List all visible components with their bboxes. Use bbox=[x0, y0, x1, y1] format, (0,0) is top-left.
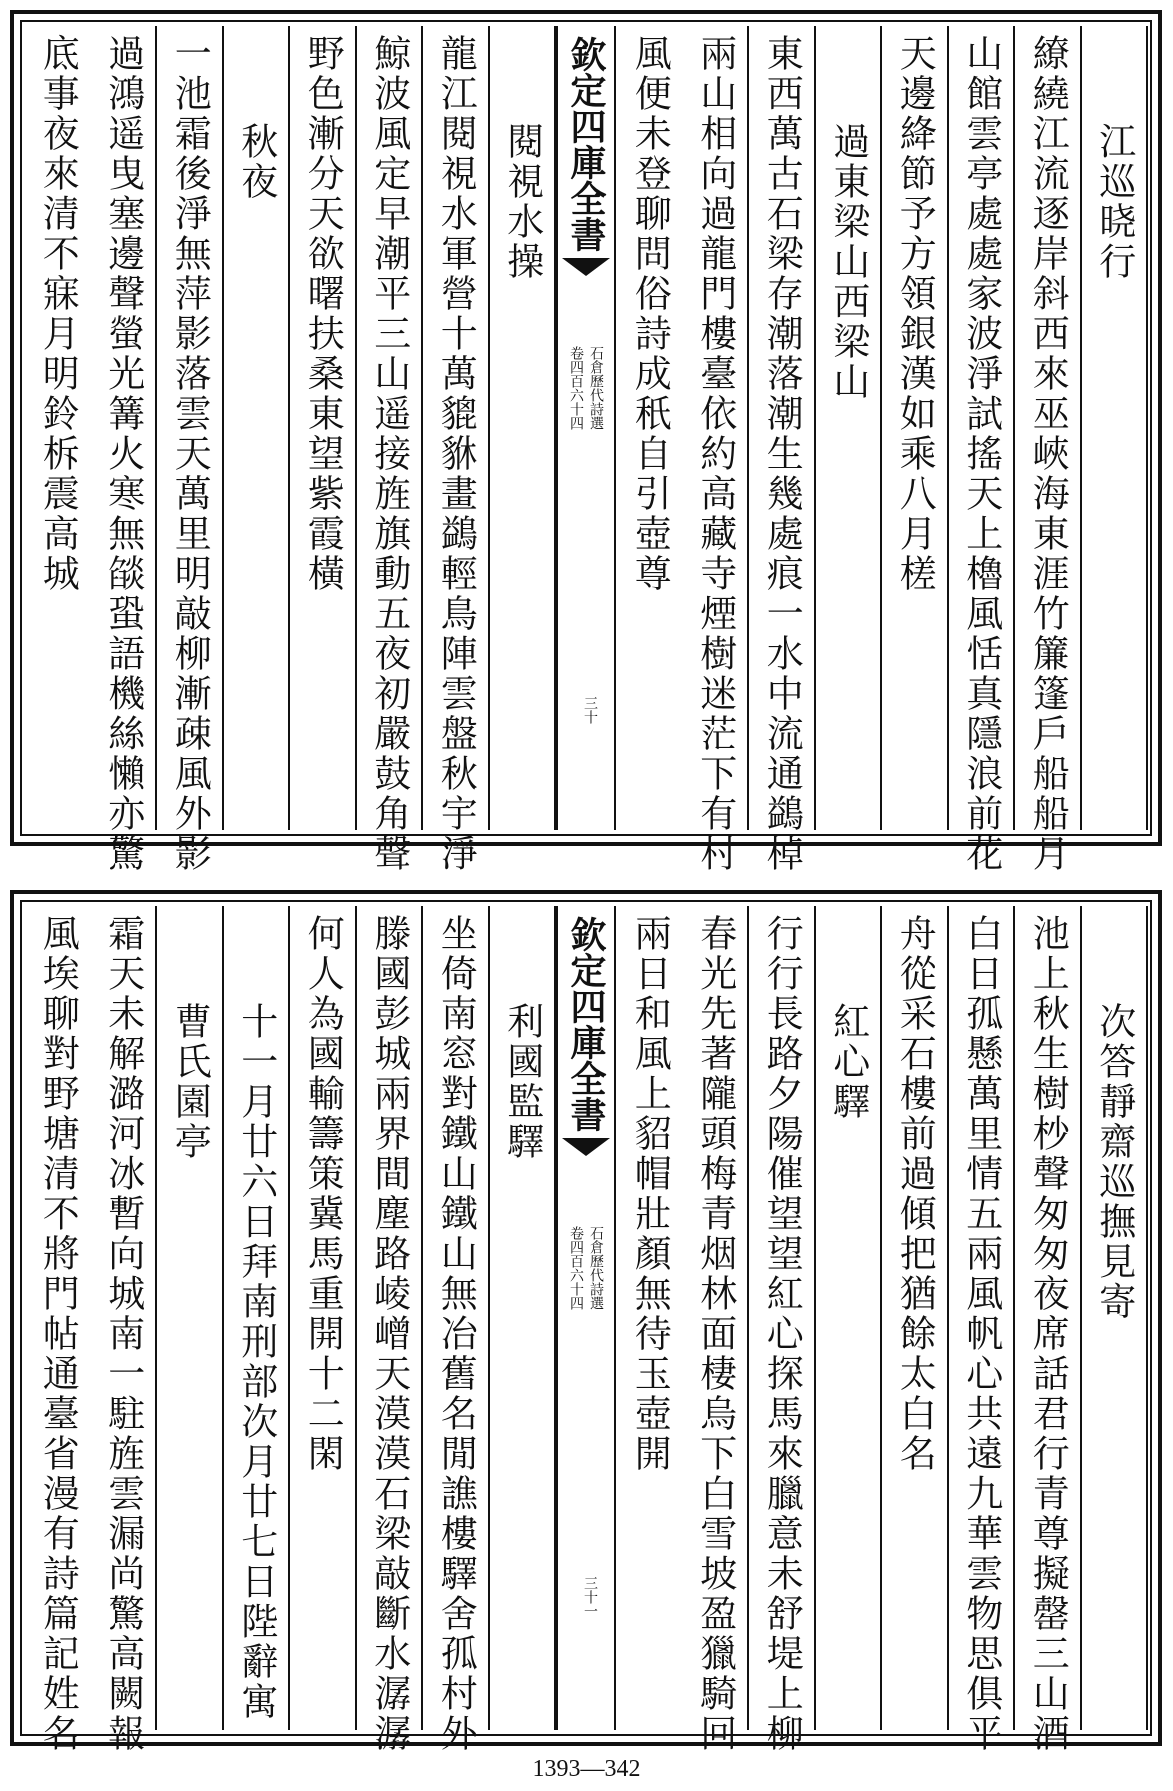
poem-line: 過鴻遥曳塞邊聲螢光篝火寒無燄蛩語機絲懶亦驚 bbox=[101, 34, 145, 874]
poem-line: 東西萬古石梁存潮落潮生幾處痕一水中流通鷁棹 bbox=[760, 34, 804, 874]
spine-book-title: 欽定四庫全書 bbox=[565, 916, 607, 1132]
poem-text-column bbox=[24, 26, 91, 830]
poem-title: 秋夜 bbox=[234, 122, 278, 202]
poem-title-column bbox=[224, 26, 291, 830]
poem-title-column bbox=[816, 26, 883, 830]
poem-text-column bbox=[423, 906, 490, 1754]
poem-line: 霜天未解潞河冰暫向城南一駐旌雲漏尚驚高闕報 bbox=[101, 914, 145, 1754]
poem-line: 行行長路夕陽催望望紅心探馬來臘意未舒堤上柳 bbox=[760, 914, 804, 1754]
poem-text-column bbox=[683, 26, 750, 874]
poem-text-column bbox=[357, 26, 424, 874]
poem-title: 紅心驛 bbox=[826, 1002, 870, 1122]
fishtail-spine bbox=[556, 26, 616, 830]
poem-text-column bbox=[1015, 906, 1082, 1754]
poem-title-column bbox=[816, 906, 883, 1730]
poem-text-column bbox=[949, 26, 1016, 874]
spine-volume: 卷四百六十四 bbox=[568, 346, 584, 430]
poem-title-column bbox=[1082, 26, 1149, 830]
poem-line: 何人為國輸籌策冀馬重開十二閑 bbox=[301, 914, 345, 1474]
poem-text-column bbox=[1015, 26, 1082, 874]
poem-line: 坐倚南窓對鐵山鐵山無冶舊名閒譙樓驛舍孤村外 bbox=[434, 914, 478, 1754]
poem-text-column bbox=[949, 906, 1016, 1754]
poem-line: 兩日和風上貂帽壯顏無待玉壺開 bbox=[628, 914, 672, 1474]
poem-text-column bbox=[24, 906, 91, 1754]
poem-line: 山館雲亭處處家波淨試搖天上櫓風恬真隱浪前花 bbox=[959, 34, 1003, 874]
poem-text-column bbox=[749, 26, 816, 874]
spine-series-title: 石倉歷代詩選 bbox=[588, 346, 604, 430]
poem-title-column bbox=[157, 906, 224, 1730]
poem-line: 風埃聊對野塘清不將門帖通臺省漫有詩篇記姓名 bbox=[36, 914, 80, 1754]
poem-line: 滕國彭城兩界間塵路崚嶒天漠漠石梁敲斷水潺潺 bbox=[367, 914, 411, 1754]
page-number-footer: 1393—342 bbox=[532, 1756, 641, 1782]
spine-volume: 卷四百六十四 bbox=[568, 1226, 584, 1310]
poem-text-column bbox=[290, 906, 357, 1730]
poem-title: 十一月廿六日拜南刑部次月廿七日陛辭寓 bbox=[234, 1002, 278, 1722]
poem-title-column bbox=[224, 906, 291, 1730]
poem-title: 利國監驛 bbox=[500, 1002, 544, 1162]
poem-title: 次答靜齋巡撫見寄 bbox=[1092, 1002, 1136, 1322]
poem-text-column bbox=[91, 26, 158, 874]
poem-text-column bbox=[357, 906, 424, 1754]
poem-line: 白日孤懸萬里情五兩風帆心共遠九華雲物思俱平 bbox=[959, 914, 1003, 1754]
poem-text-column bbox=[882, 906, 949, 1730]
fishtail-mark bbox=[562, 258, 610, 276]
poem-line: 野色漸分天欲曙扶桑東望紫霞橫 bbox=[301, 34, 345, 594]
poem-text-column bbox=[290, 26, 357, 830]
poem-text-column bbox=[683, 906, 750, 1754]
spine-page-number: 三十 bbox=[582, 696, 598, 724]
poem-line: 龍江閱視水軍營十萬貔貅畫鷁輕鳥陣雲盤秋宇淨 bbox=[434, 34, 478, 874]
poem-line: 池上秋生樹杪聲匆匆夜席話君行青尊擬罄三山酒 bbox=[1026, 914, 1070, 1754]
fishtail-mark bbox=[562, 1138, 610, 1156]
bottom-page bbox=[10, 890, 1162, 1754]
poem-line: 一池霜後淨無萍影落雲天萬里明敲柳漸疎風外影 bbox=[168, 34, 212, 874]
poem-line: 天邊絳節予方領銀漢如乘八月槎 bbox=[893, 34, 937, 594]
poem-title: 閱視水操 bbox=[500, 122, 544, 282]
poem-line: 春光先著隴頭梅青烟林面棲烏下白雪坡盈獵騎回 bbox=[693, 914, 737, 1754]
poem-title: 江巡晓行 bbox=[1092, 122, 1136, 282]
poem-title: 曹氏園亭 bbox=[168, 1002, 212, 1162]
poem-line: 鯨波風定早潮平三山遥接旌旗動五夜初嚴鼓角聲 bbox=[367, 34, 411, 874]
poem-text-column bbox=[882, 26, 949, 830]
poem-line: 舟從采石樓前過傾把猶餘太白名 bbox=[893, 914, 937, 1474]
top-page bbox=[10, 10, 1162, 874]
poem-title-column bbox=[1082, 906, 1149, 1730]
spine-book-title: 欽定四庫全書 bbox=[565, 36, 607, 252]
poem-text-column bbox=[423, 26, 490, 874]
poem-text-column bbox=[616, 26, 683, 830]
poem-title: 過東梁山西梁山 bbox=[826, 122, 870, 402]
spine-page-number: 三十一 bbox=[582, 1576, 598, 1618]
poem-line: 繚繞江流逐岸斜西來巫峽海東涯竹簾篷戶船船月 bbox=[1026, 34, 1070, 874]
poem-text-column bbox=[157, 26, 224, 874]
poem-title-column bbox=[490, 906, 557, 1730]
poem-title-column bbox=[490, 26, 557, 830]
poem-line: 底事夜來清不寐月明鈴柝震高城 bbox=[36, 34, 80, 594]
poem-text-column bbox=[616, 906, 683, 1730]
poem-line: 兩山相向過龍門樓臺依約高藏寺煙樹迷茫下有村 bbox=[693, 34, 737, 874]
poem-line: 風便未登聊問俗詩成秖自引壺尊 bbox=[628, 34, 672, 594]
spine-series-title: 石倉歷代詩選 bbox=[588, 1226, 604, 1310]
poem-text-column bbox=[749, 906, 816, 1754]
fishtail-spine bbox=[556, 906, 616, 1730]
poem-text-column bbox=[91, 906, 158, 1754]
